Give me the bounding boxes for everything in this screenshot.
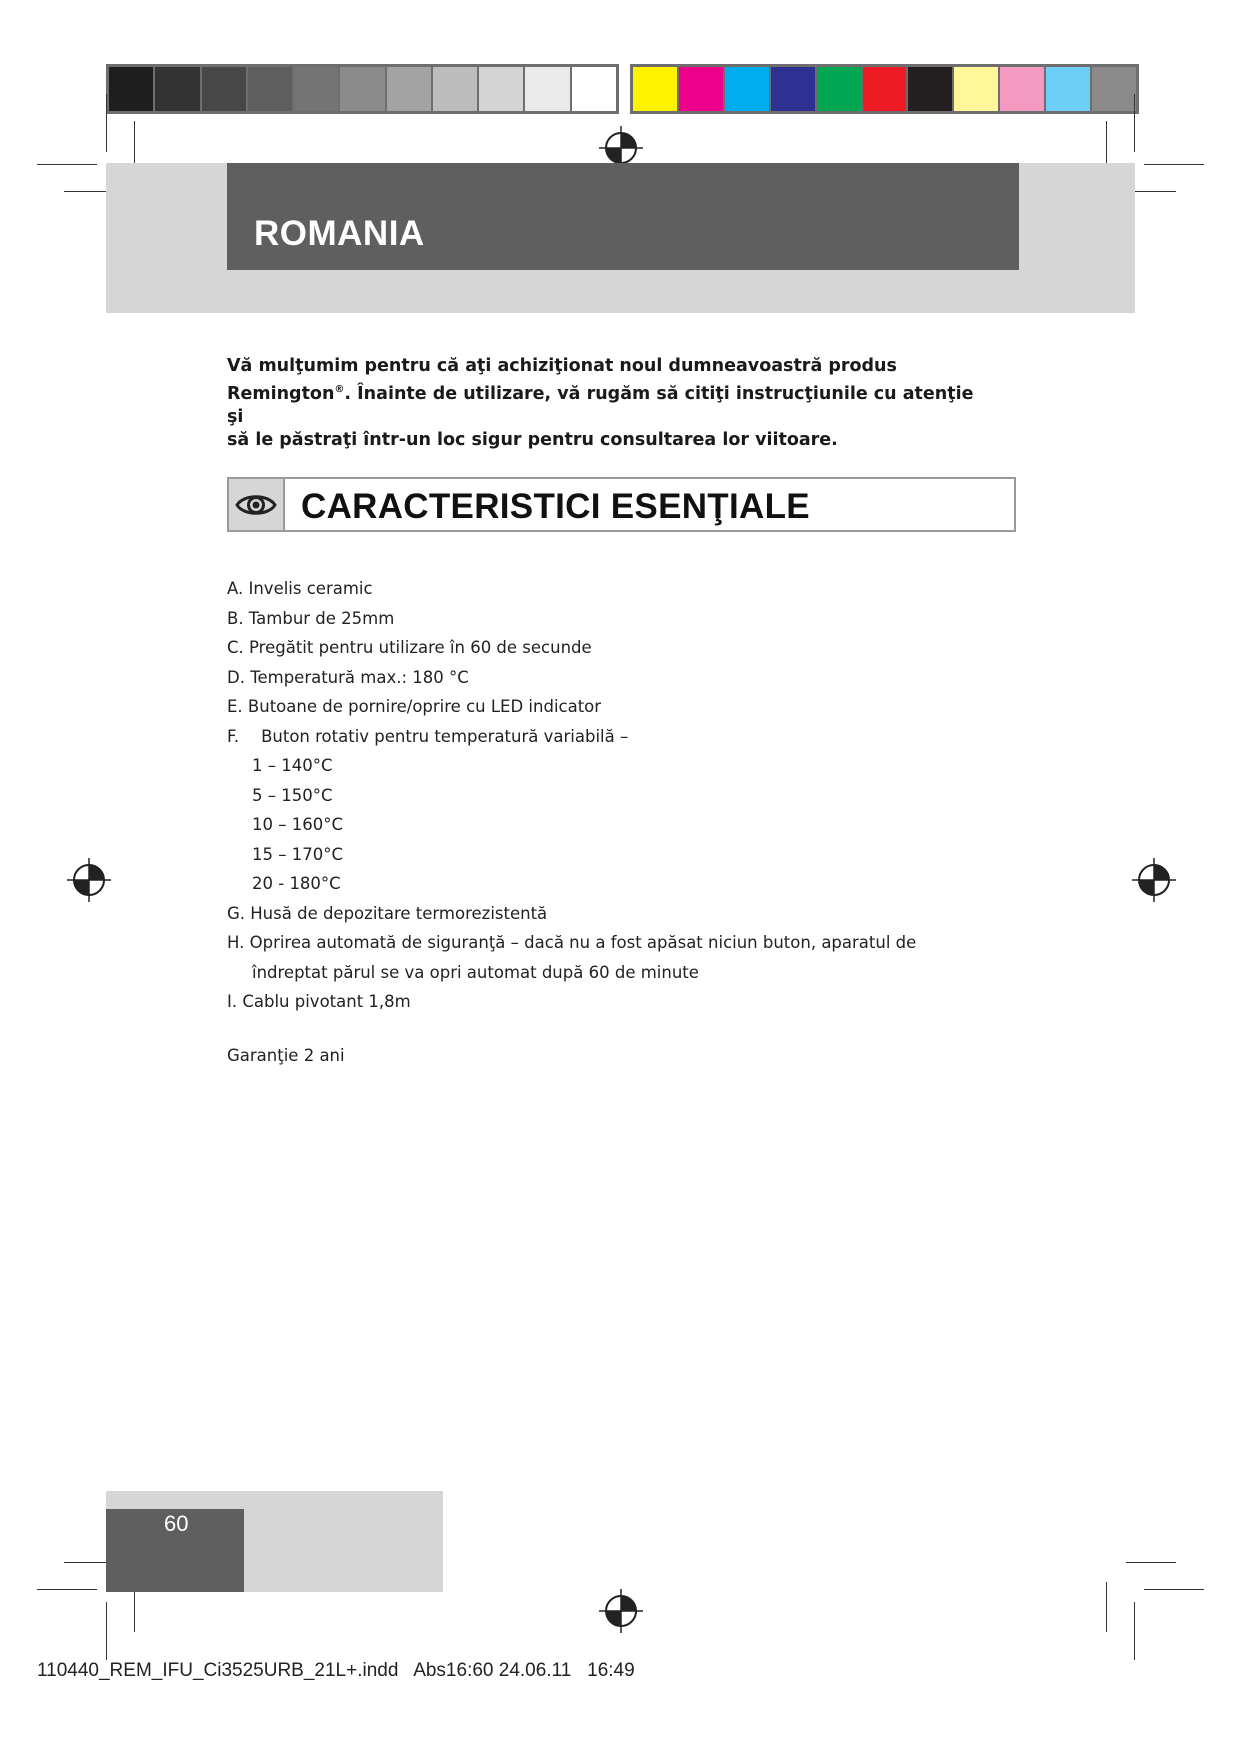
temperature-setting: 15 – 170°C <box>252 844 343 864</box>
list-item <box>227 722 1007 752</box>
eye-icon <box>234 490 278 520</box>
color-swatch <box>109 67 155 111</box>
list-item: A. Invelis ceramic <box>227 579 373 598</box>
color-swatch <box>248 67 294 111</box>
registration-mark-icon <box>599 1589 643 1633</box>
list-item-continuation: îndreptat părul se va opri automat după 60 de minute <box>252 962 699 982</box>
list-item: B. Tambur de 25mm <box>227 608 395 628</box>
color-swatch <box>633 67 679 111</box>
list-item-letter: F. <box>227 726 240 746</box>
intro-text: . Înainte de utilizare, vă rugăm să citiţi instrucţiunile cu atenţie şi <box>227 383 974 427</box>
crop-mark <box>1144 164 1204 165</box>
crop-mark <box>37 164 97 165</box>
crop-mark <box>106 94 107 152</box>
warranty-note: Garanţie 2 ani <box>227 1046 345 1065</box>
color-swatch <box>679 67 725 111</box>
temperature-setting: 20 - 180°C <box>252 874 341 893</box>
list-item: H. Oprirea automată de siguranţă – dacă nu a fost apăsat niciun buton, aparatul de <box>227 933 917 952</box>
temperature-setting: 10 – 160°C <box>252 815 343 834</box>
color-swatch <box>1000 67 1046 111</box>
feature-list <box>227 574 1007 1017</box>
list-item: E. Butoane de pornire/oprire cu LED indicator <box>227 697 602 716</box>
crop-mark <box>37 1589 97 1590</box>
color-swatch <box>817 67 863 111</box>
color-swatch <box>525 67 571 111</box>
registered-mark: ® <box>334 384 345 395</box>
registration-mark-icon <box>1132 858 1176 902</box>
color-swatch <box>340 67 386 111</box>
list-item: G. Husă de depozitare termorezistentă <box>227 903 548 923</box>
list-item: D. Temperatură max.: 180 °C <box>227 667 469 687</box>
section-title: CARACTERISTICI ESENŢIALE <box>301 487 810 526</box>
color-calibration-bar <box>630 64 1139 114</box>
color-swatch <box>479 67 525 111</box>
crop-mark <box>106 1602 107 1660</box>
list-item: I. Cablu pivotant 1,8m <box>227 992 411 1011</box>
color-swatch <box>725 67 771 111</box>
list-item-text: Buton rotativ pentru temperatură variabilă – <box>261 726 629 746</box>
color-swatch <box>1046 67 1092 111</box>
color-swatch <box>202 67 248 111</box>
list-item: C. Pregătit pentru utilizare în 60 de secunde <box>227 638 592 657</box>
crop-mark <box>1134 94 1135 152</box>
color-swatch <box>954 67 1000 111</box>
grayscale-calibration-bar <box>106 64 619 114</box>
temperature-setting: 5 – 150°C <box>252 785 333 805</box>
color-swatch <box>387 67 433 111</box>
intro-line <box>227 378 987 429</box>
intro-paragraph <box>227 355 987 452</box>
color-swatch <box>433 67 479 111</box>
registration-mark-icon <box>67 858 111 902</box>
color-swatch <box>294 67 340 111</box>
crop-mark <box>1126 1562 1176 1563</box>
crop-mark <box>1106 1582 1107 1632</box>
temperature-setting: 1 – 140°C <box>252 756 333 775</box>
crop-mark <box>1134 1602 1135 1660</box>
crop-mark <box>1144 1589 1204 1590</box>
intro-line: să le păstraţi într-un loc sigur pentru consultarea lor viitoare. <box>227 429 838 450</box>
color-swatch <box>771 67 817 111</box>
color-swatch <box>155 67 201 111</box>
color-swatch <box>1092 67 1136 111</box>
color-swatch <box>908 67 954 111</box>
section-heading <box>227 477 1016 532</box>
color-swatch <box>572 67 616 111</box>
page-number: 60 <box>164 1511 189 1536</box>
intro-line: Vă mulţumim pentru că aţi achiziţionat noul dumneavoastră produs <box>227 356 897 376</box>
brand-name: Remington <box>227 383 335 404</box>
print-slug: 110440_REM_IFU_Ci3525URB_21L+.indd Abs16:60 24.06.11 16:49 <box>37 1660 635 1681</box>
page-title: ROMANIA <box>254 214 425 253</box>
color-swatch <box>863 67 909 111</box>
section-icon-cell <box>229 479 285 530</box>
